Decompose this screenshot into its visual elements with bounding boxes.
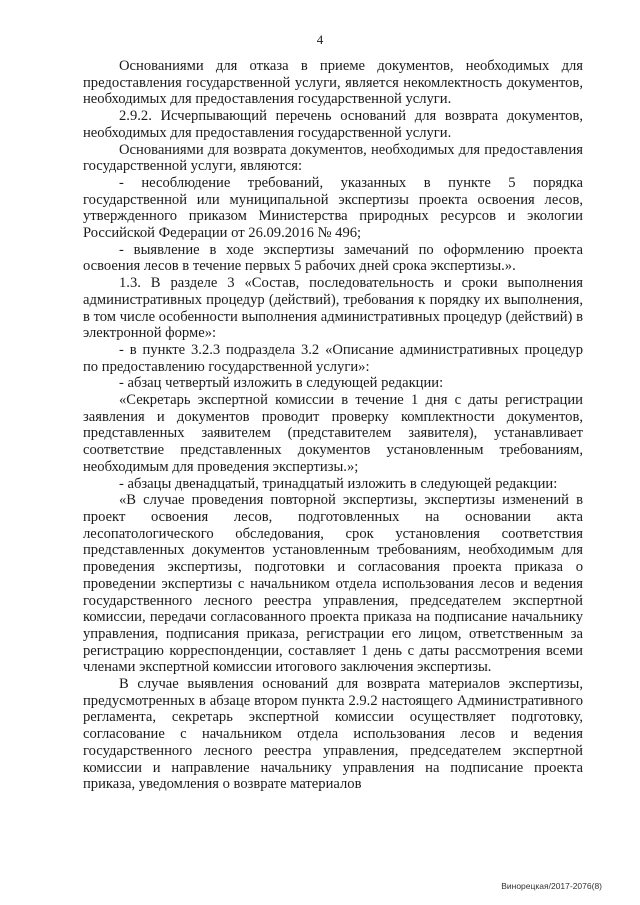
list-item-remarks: - выявление в ходе экспертизы замечаний по оформлению проекта освоения лесов в течение первых 5 рабочих дней срока экспертизы.».: [83, 241, 583, 275]
paragraph-return-grounds: Основаниями для возврата документов, необходимых для предоставления государственной услуги, являются:: [83, 141, 583, 175]
paragraph-refusal-grounds: Основаниями для отказа в приеме документов, необходимых для предоставления государственной услуги, является некомлектность документов, необходимых для предоставления государственной услуги.: [83, 58, 583, 108]
footer-document-code: Винорецкая/2017-2076(8): [501, 881, 602, 891]
paragraph-point-3-2-3: - в пункте 3.2.3 подраздела 3.2 «Описание административных процедур по предоставлению государственной услуги»:: [83, 341, 583, 375]
paragraph-2-9-2-heading: 2.9.2. Исчерпывающий перечень оснований для возврата документов, необходимых для предоставления государственной услуги.: [83, 108, 583, 141]
list-item-noncompliance: - несоблюдение требований, указанных в пункте 5 порядка государственной или муниципальной экспертизы проекта освоения лесов, утвержденного приказом Министерства природных ресурсов и экологии Российской Федерации от 26.09.2016 № 496;: [83, 174, 583, 242]
document-body: [83, 58, 583, 793]
quote-secretary-check: «Секретарь экспертной комиссии в течение 1 дня с даты регистрации заявления и документов проводит проверку комплектности документов, представленных заявителем (представителем заявителя), устанавливает соответствие представленных документов установленным требованиям, необходимым для проведения экспертизы.»;: [83, 392, 583, 475]
paragraph-twelfth-thirteenth: - абзацы двенадцатый, тринадцатый изложить в следующей редакции:: [119, 475, 558, 492]
paragraph-return-materials: В случае выявления оснований для возврата материалов экспертизы, предусмотренных в абзаце втором пункта 2.9.2 настоящего Административного регламента, секретарь экспертной комиссии осуществляет подготовку, согласование с начальником отдела использования лесов и ведения государственного лесного реестра управления, председателем экспертной комиссии и направление начальнику управления на подписание проекта приказа, уведомления о возврате материалов: [83, 676, 583, 793]
page-number: 4: [316, 32, 324, 47]
paragraph-fourth-abzac: - абзац четвертый изложить в следующей редакции:: [119, 375, 444, 392]
quote-repeat-expertise: «В случае проведения повторной экспертизы, экспертизы изменений в проект освоения лесов, подготовленных на основании акта лесопатологического обследования, срок установления соответствия представленных документов установленным требованиям, необходимым для проведения экспертизы, подготовки и согласования проекта приказа о проведении экспертизы с начальником отдела использования лесов и ведения государственного лесного реестра управления, председателем экспертной комиссии, передачи согласованного проекта приказа на подписание начальнику управления, подписания приказа, регистрации его лицом, ответственным за регистрацию корреспонденции, составляет 1 день с даты рассмотрения всеми членами экспертной комиссии итогового заключения экспертизы.: [83, 492, 583, 676]
paragraph-1-3-section-3: 1.3. В разделе 3 «Состав, последовательность и сроки выполнения административных процедур (действий), требования к порядку их выполнения, в том числе особенности выполнения административных процедур (действий) в электронной форме»:: [83, 275, 583, 342]
